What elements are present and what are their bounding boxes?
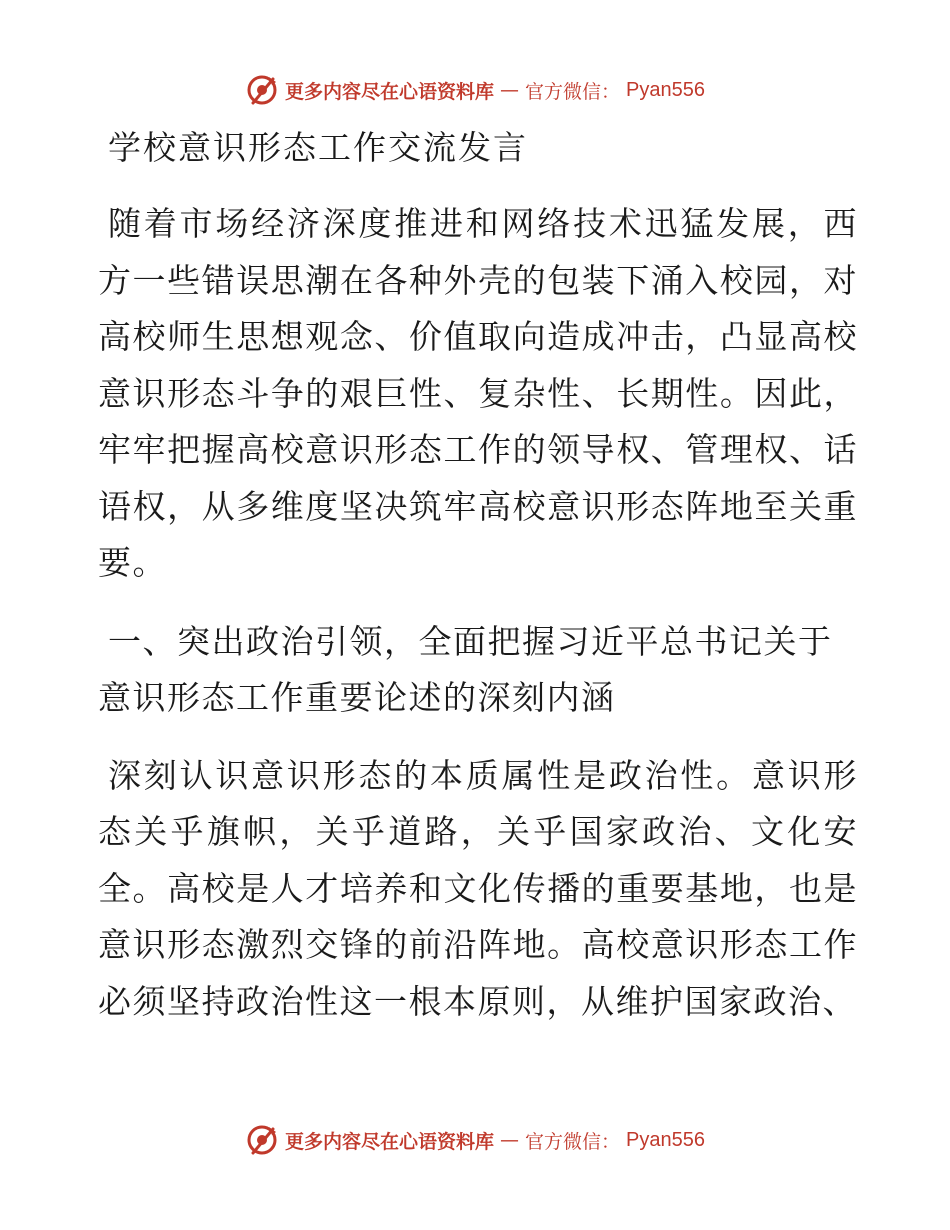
- document-title: 学校意识形态工作交流发言: [108, 128, 528, 167]
- watermark-wechat-id: Pyan556: [626, 78, 705, 101]
- watermark-separator: —: [500, 79, 520, 101]
- watermark-official-label: 官方微信：: [525, 1130, 621, 1153]
- watermark-footer: [0, 1120, 950, 1160]
- section-heading-1: 一、突出政治引领，全面把握习近平总书记关于意识形态工作重要论述的深刻内涵: [98, 621, 833, 717]
- watermark-header: [0, 70, 950, 110]
- watermark-official-label: 官方微信：: [525, 80, 621, 103]
- paragraph-intro: 随着市场经济深度推进和网络技术迅猛发展，西方一些错误思潮在各种外壳的包装下涌入校园，对高校师生思想观念、价值取向造成冲击，凸显高校意识形态斗争的艰巨性、复杂性、长期性。因此，牢牢把握高校意识形态工作的领导权、管理权、话语权，从多维度坚决筑牢高校意识形态阵地至关重要。: [98, 204, 858, 582]
- document-body: [98, 120, 858, 1052]
- watermark-brand: 更多内容尽在心语资料库: [285, 1130, 495, 1153]
- watermark-separator: —: [500, 1129, 520, 1151]
- pen-logo-icon: [245, 1123, 279, 1157]
- pen-logo-icon: [245, 73, 279, 107]
- watermark-wechat-id: Pyan556: [626, 1128, 705, 1151]
- watermark-brand: 更多内容尽在心语资料库: [285, 80, 495, 103]
- paragraph-section-1: 深刻认识意识形态的本质属性是政治性。意识形态关乎旗帜，关乎道路，关乎国家政治、文化安全。高校是人才培养和文化传播的重要基地，也是意识形态激烈交锋的前沿阵地。高校意识形态工作必须坚持政治性这一根本原则，从维护国家政治、: [98, 755, 858, 1021]
